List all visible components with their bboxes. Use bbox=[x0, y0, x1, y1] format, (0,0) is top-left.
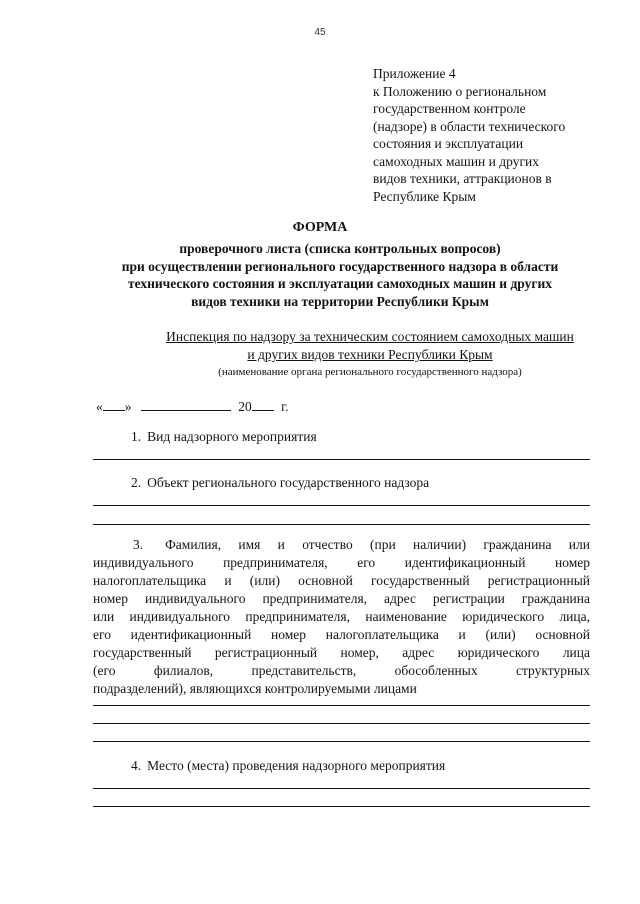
item-3-line: номер индивидуального предпринимателя, адрес регистрации гражданина bbox=[93, 591, 590, 606]
item-1 bbox=[131, 428, 317, 446]
answer-line[interactable] bbox=[93, 788, 590, 789]
form-subtitle-line: технического состояния и эксплуатации самоходных машин и других bbox=[127, 276, 553, 291]
answer-line[interactable] bbox=[93, 505, 590, 506]
item-3-line: (его филиалов, представительств, обособленных структурных bbox=[93, 663, 590, 678]
agency-caption: (наименование органа регионального государственного надзора) bbox=[218, 366, 522, 378]
form-subtitle-line: видов техники на территории Республики Крым bbox=[191, 293, 489, 309]
item-3-line: государственный регистрационный номер, адрес юридического лица bbox=[93, 645, 590, 660]
item-3 bbox=[93, 536, 590, 698]
appendix-line: Республике Крым bbox=[373, 188, 476, 204]
item-number: 1. bbox=[131, 429, 142, 444]
item-number: 4. bbox=[131, 758, 142, 773]
year-prefix: 20 bbox=[238, 399, 252, 414]
date-line bbox=[96, 397, 289, 416]
day-blank[interactable] bbox=[103, 397, 125, 411]
appendix-line: самоходных машин и других bbox=[373, 153, 539, 169]
appendix-line: видов техники, аттракционов в bbox=[373, 171, 552, 186]
agency-name bbox=[100, 328, 640, 364]
item-text: Вид надзорного мероприятия bbox=[147, 429, 317, 444]
answer-line[interactable] bbox=[93, 806, 590, 807]
answer-line[interactable] bbox=[93, 705, 590, 706]
item-3-line: подразделений), являющихся контролируемыми лицами bbox=[93, 681, 417, 696]
appendix-line: государственном контроле bbox=[373, 101, 526, 116]
appendix-block bbox=[373, 65, 613, 205]
year-blank[interactable] bbox=[252, 397, 274, 411]
form-subtitle-line: проверочного листа (списка контрольных вопросов) bbox=[179, 241, 501, 256]
agency-name-line: и других видов техники Республики Крым bbox=[247, 347, 493, 362]
item-3-line: Фамилия, имя и отчество (при наличии) гражданина или bbox=[165, 537, 590, 552]
answer-line[interactable] bbox=[93, 524, 590, 525]
answer-line[interactable] bbox=[93, 723, 590, 724]
year-suffix: г. bbox=[281, 399, 289, 414]
item-text: Место (места) проведения надзорного мероприятия bbox=[147, 758, 446, 773]
item-3-line: или индивидуального предпринимателя, наименование юридического лица, bbox=[93, 609, 590, 624]
appendix-line: Приложение 4 bbox=[373, 66, 456, 81]
appendix-line: (надзоре) в области технического bbox=[373, 118, 566, 134]
month-blank[interactable] bbox=[141, 397, 231, 411]
item-3-line: налогоплательщика и (или) основной государственный регистрационный bbox=[93, 573, 590, 588]
answer-line[interactable] bbox=[93, 459, 590, 460]
item-3-line: индивидуального предпринимателя, его идентификационный номер bbox=[93, 555, 590, 570]
item-2 bbox=[131, 474, 429, 492]
item-3-line: его идентификационный номер налогоплательщика и (или) основной bbox=[93, 627, 590, 642]
agency-name-line: Инспекция по надзору за техническим состоянием самоходных машин bbox=[166, 329, 574, 344]
date-open-quote: « bbox=[96, 399, 103, 414]
page-number: 45 bbox=[314, 27, 326, 38]
item-4 bbox=[131, 757, 445, 775]
item-number: 2. bbox=[131, 475, 142, 490]
form-subtitle bbox=[60, 240, 620, 310]
appendix-line: к Положению о региональном bbox=[373, 83, 547, 99]
item-number: 3. bbox=[133, 537, 144, 552]
date-close-quote: » bbox=[124, 399, 132, 414]
form-subtitle-line: при осуществлении регионального государственного надзора в области bbox=[121, 258, 559, 274]
appendix-line: состояния и эксплуатации bbox=[373, 136, 524, 151]
item-text: Объект регионального государственного надзора bbox=[147, 475, 430, 490]
answer-line[interactable] bbox=[93, 741, 590, 742]
form-title: ФОРМА bbox=[292, 220, 348, 235]
